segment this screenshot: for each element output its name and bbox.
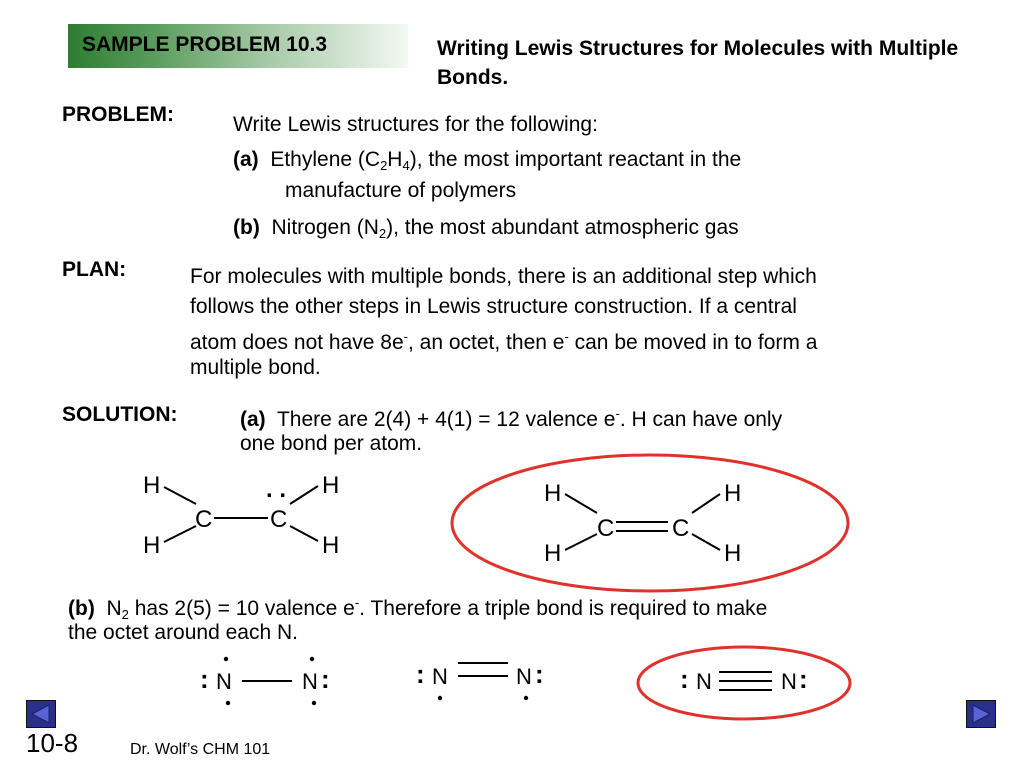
lone-pair-colon: : — [799, 664, 808, 694]
atom-c: C — [270, 506, 288, 533]
solution-b-sup: - — [354, 595, 360, 610]
atom-n: N — [696, 669, 712, 694]
atom-h: H — [544, 540, 562, 567]
part-b-sub: 2 — [378, 226, 387, 241]
solution-part-a-line2: one bond per atom. — [240, 432, 423, 455]
lone-pair: . . — [266, 476, 287, 503]
atom-h: H — [544, 480, 562, 507]
plan-line-2: follows the other steps in Lewis structure construction. If a central — [190, 295, 797, 318]
solution-part-b-line2: the octet around each N. — [68, 621, 298, 644]
triangle-left-icon — [27, 701, 55, 727]
solution-a-tag: (a) — [240, 408, 266, 431]
solution-a-sup: - — [615, 406, 620, 421]
nitrogen-triple-bond-structure — [638, 647, 850, 719]
atom-h: H — [143, 532, 161, 559]
bond-line — [290, 486, 318, 504]
solution-a-text: There are 2(4) + 4(1) = 12 valence e — [276, 408, 616, 431]
electron-dot — [226, 701, 230, 705]
ethylene-double-bond-structure — [452, 455, 848, 591]
solution-b-post: . Therefore a triple bond is required to make — [359, 597, 768, 620]
lone-pair-colon: : — [680, 664, 689, 694]
plan-label: PLAN: — [62, 258, 127, 281]
plan-line-4: multiple bond. — [190, 356, 321, 379]
atom-n: N — [781, 669, 797, 694]
plan-line-1: For molecules with multiple bonds, there is an additional step which — [190, 265, 817, 288]
atom-c: C — [597, 515, 615, 542]
plan-line-3c: can be moved in to form a — [568, 331, 818, 354]
atom-h: H — [322, 472, 340, 499]
solution-b-sub: 2 — [121, 607, 129, 622]
bond-line — [565, 494, 597, 513]
part-b-post: ), the most abundant atmospheric gas — [386, 216, 739, 239]
atom-h: H — [724, 480, 742, 507]
plan-sup-2: - — [564, 329, 569, 344]
bond-line — [565, 534, 597, 550]
electron-dot — [312, 701, 316, 705]
nitrogen-single-bond-structure — [200, 657, 330, 705]
electron-dot — [310, 657, 314, 661]
atom-n: N — [302, 669, 318, 694]
lone-pair-colon: : — [535, 659, 544, 689]
bond-line — [692, 494, 720, 513]
part-b-tag: (b) — [233, 216, 260, 239]
slide-number: 10-8 — [26, 728, 79, 758]
lone-pair-colon: : — [321, 664, 330, 694]
part-a-sub2: 4 — [402, 158, 410, 173]
next-slide-button[interactable] — [966, 700, 996, 728]
previous-slide-button[interactable] — [26, 700, 56, 728]
problem-intro: Write Lewis structures for the following: — [233, 113, 598, 136]
atom-n: N — [432, 664, 448, 689]
problem-part-a-line2: manufacture of polymers — [285, 179, 517, 202]
page-title: Writing Lewis Structures for Molecules with Multiple Bonds. — [437, 37, 959, 89]
plan-line-3a: atom does not have 8e — [190, 331, 404, 354]
problem-label: PROBLEM: — [62, 103, 174, 126]
lone-pair-colon: : — [416, 659, 425, 689]
solution-b-pre: N — [106, 597, 122, 620]
atom-h: H — [143, 472, 161, 499]
ethylene-single-bond-structure — [143, 472, 339, 559]
atom-h: H — [724, 540, 742, 567]
part-a-sub1: 2 — [380, 158, 388, 173]
part-a-tag: (a) — [233, 148, 259, 171]
electron-dot — [438, 696, 442, 700]
bond-line — [692, 534, 720, 550]
lone-pair-colon: : — [200, 664, 209, 694]
part-b-pre: Nitrogen (N — [271, 216, 379, 239]
atom-c: C — [195, 506, 213, 533]
sample-problem-label: SAMPLE PROBLEM 10.3 — [82, 33, 328, 56]
solution-label: SOLUTION: — [62, 403, 178, 426]
atom-n: N — [516, 664, 532, 689]
bond-line — [164, 487, 196, 504]
electron-dot — [224, 657, 228, 661]
triangle-right-icon — [967, 701, 995, 727]
atom-c: C — [672, 515, 690, 542]
solution-b-tag: (b) — [68, 597, 95, 620]
course-footer: Dr. Wolf’s CHM 101 — [130, 741, 271, 758]
bond-line — [290, 526, 318, 541]
solution-b-mid: has 2(5) = 10 valence e — [128, 597, 355, 620]
part-a-post: ), the most important reactant in the — [409, 148, 742, 171]
part-a-mid: H — [387, 148, 403, 171]
nitrogen-double-bond-structure — [416, 659, 544, 700]
atom-n: N — [216, 669, 232, 694]
plan-line-3b: , an octet, then e — [408, 331, 565, 354]
part-a-pre: Ethylene (C — [270, 148, 381, 171]
plan-sup-1: - — [403, 329, 408, 344]
solution-a-text2: . H can have only — [619, 408, 783, 431]
highlight-ring — [638, 647, 850, 719]
electron-dot — [524, 696, 528, 700]
atom-h: H — [322, 532, 340, 559]
bond-line — [164, 526, 196, 542]
